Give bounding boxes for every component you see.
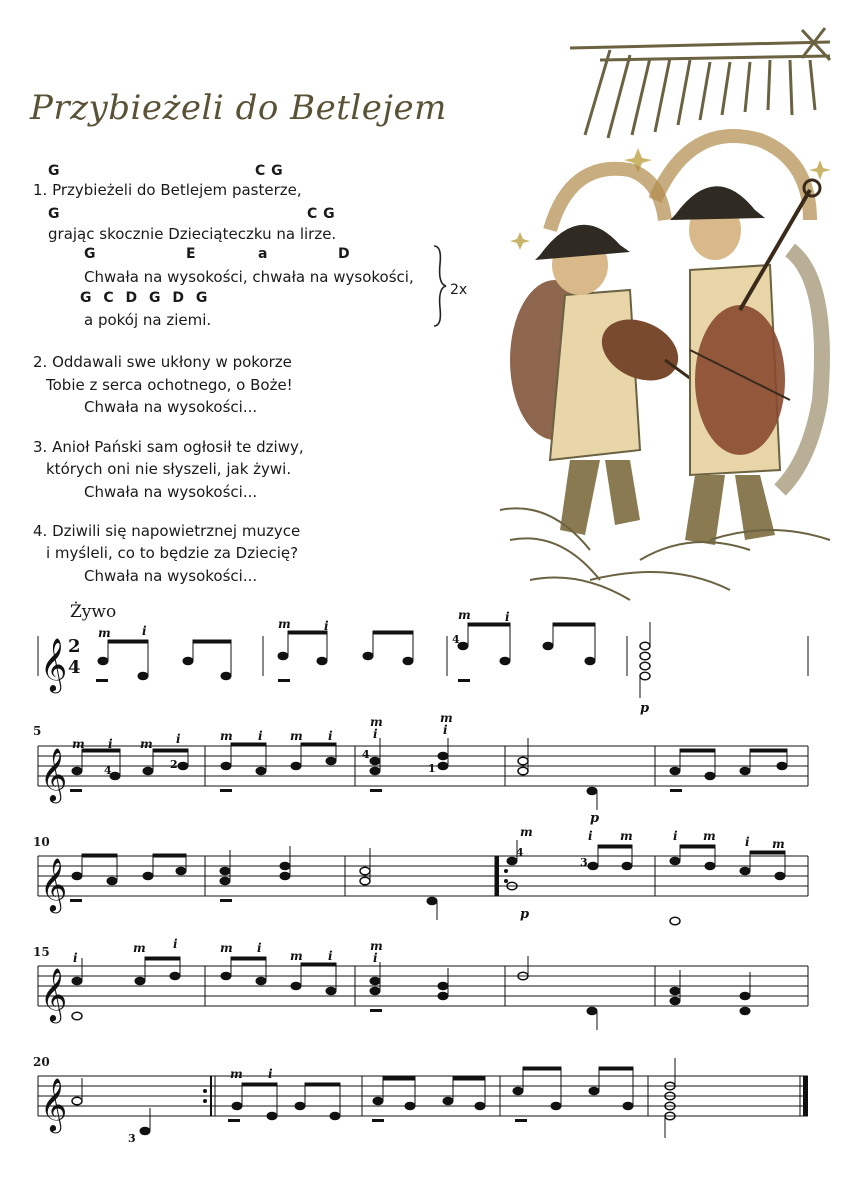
svg-text:m: m: [133, 941, 146, 955]
svg-text:m: m: [290, 949, 303, 963]
svg-text:3: 3: [128, 1132, 136, 1145]
lyric-line: i myśleli, co to będzie za Dziecię?: [46, 544, 299, 562]
chord: D: [338, 246, 351, 262]
svg-text:i: i: [673, 829, 678, 843]
chord: G: [48, 206, 60, 222]
svg-text:i: i: [505, 610, 510, 624]
measure-number: 5: [33, 724, 42, 738]
svg-text:p: p: [590, 811, 600, 826]
svg-text:m: m: [140, 737, 153, 751]
lyric-line: 2. Oddawali swe ukłony w pokorze: [33, 353, 292, 371]
lyric-line: grając skocznie Dzieciąteczku na lirze.: [48, 225, 337, 243]
chord: E: [186, 246, 197, 262]
notes-staff-4: [72, 956, 750, 1030]
song-title: Przybieżeli do Betlejem: [30, 88, 447, 128]
svg-text:m: m: [98, 626, 111, 640]
lyric-line: 4. Dziwili się napowietrznej muzyce: [33, 522, 301, 540]
notes-staff-1: [98, 622, 650, 698]
svg-text:4: 4: [362, 748, 370, 761]
svg-text:m: m: [703, 829, 716, 843]
svg-text:4: 4: [104, 764, 112, 777]
chord: G: [84, 246, 96, 262]
svg-text:i: i: [173, 937, 178, 951]
svg-text:m: m: [620, 829, 633, 843]
treble-clef: 𝄞: [40, 967, 68, 1021]
svg-text:i: i: [73, 951, 78, 965]
svg-text:p: p: [520, 907, 530, 922]
svg-text:i: i: [328, 949, 333, 963]
measure-number: 20: [33, 1055, 50, 1069]
chord: G C D G D G: [80, 290, 208, 306]
svg-text:m: m: [220, 729, 233, 743]
lyric-line: 3. Anioł Pański sam ogłosił te dziwy,: [33, 438, 304, 456]
chord: a: [258, 246, 268, 262]
lyric-line: a pokój na ziemi.: [84, 311, 212, 329]
svg-text:i: i: [324, 619, 329, 633]
svg-text:i: i: [257, 941, 262, 955]
staff-5: [38, 1076, 808, 1116]
chord: C G: [307, 206, 336, 222]
lyric-line: Chwała na wysokości...: [84, 398, 258, 416]
svg-text:i: i: [745, 835, 750, 849]
svg-text:m: m: [520, 825, 533, 839]
sheet-music: [0, 600, 853, 1200]
treble-clef: 𝄞: [40, 747, 68, 801]
svg-text:i: i: [328, 729, 333, 743]
svg-text:i: i: [258, 729, 263, 743]
lyric-line: Chwała na wysokości...: [84, 567, 258, 585]
lyric-line: 1. Przybieżeli do Betlejem pasterze,: [33, 181, 302, 199]
svg-text:m: m: [72, 737, 85, 751]
svg-text:m: m: [230, 1067, 243, 1081]
repeat-brace: [432, 244, 448, 328]
lyric-line: Chwała na wysokości...: [84, 483, 258, 501]
measure-number: 10: [33, 835, 50, 849]
svg-text:i: i: [373, 727, 378, 741]
notes-staff-3: [72, 840, 785, 925]
staff-4: [38, 966, 808, 1006]
treble-clef: 𝄞: [40, 637, 68, 691]
svg-text:m: m: [370, 715, 383, 729]
treble-clef: 𝄞: [40, 857, 68, 911]
svg-text:i: i: [176, 732, 181, 746]
svg-text:i: i: [588, 829, 593, 843]
svg-text:2: 2: [170, 758, 178, 771]
svg-text:3: 3: [580, 856, 588, 869]
lyric-line: których oni nie słyszeli, jak żywi.: [46, 460, 292, 478]
musicians-illustration: [490, 20, 840, 610]
time-signature-top: 2: [68, 636, 81, 657]
lyric-line: Chwała na wysokości, chwała na wysokości,: [84, 268, 414, 286]
rests: [70, 679, 682, 1122]
tempo-marking: Żywo: [70, 602, 117, 622]
chord: C G: [255, 163, 284, 179]
svg-text:m: m: [370, 939, 383, 953]
svg-text:m: m: [772, 837, 785, 851]
svg-text:i: i: [142, 624, 147, 638]
svg-text:m: m: [278, 617, 291, 631]
svg-text:4: 4: [452, 633, 460, 646]
svg-text:i: i: [373, 951, 378, 965]
svg-text:i: i: [108, 737, 113, 751]
svg-text:m: m: [290, 729, 303, 743]
svg-text:m: m: [458, 608, 471, 622]
lyrics-section: [0, 0, 470, 600]
svg-text:1: 1: [428, 762, 436, 775]
svg-text:4: 4: [516, 846, 524, 859]
svg-text:p: p: [640, 701, 650, 716]
lyric-line: Tobie z serca ochotnego, o Boże!: [46, 376, 293, 394]
treble-clef: 𝄞: [40, 1077, 68, 1131]
chord: G: [48, 163, 60, 179]
svg-text:i: i: [268, 1067, 273, 1081]
svg-text:i: i: [443, 723, 448, 737]
time-signature-bottom: 4: [68, 657, 81, 678]
repeat-marker: 2x: [450, 282, 468, 298]
svg-text:m: m: [440, 711, 453, 725]
measure-number: 15: [33, 945, 50, 959]
svg-text:m: m: [220, 941, 233, 955]
notes-staff-5: [72, 1058, 675, 1138]
final-barline: [803, 1076, 808, 1116]
